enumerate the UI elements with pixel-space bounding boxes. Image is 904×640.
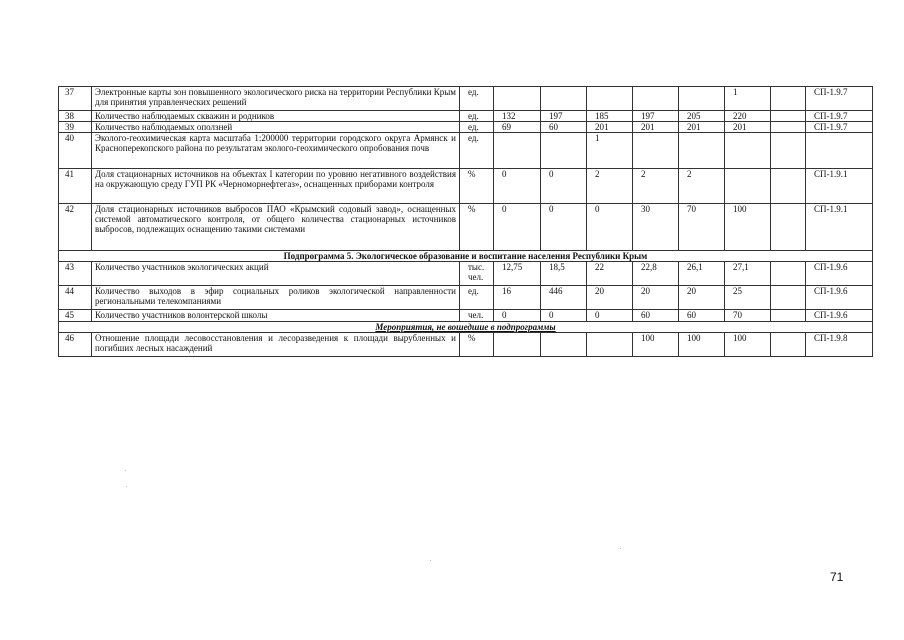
- value-cell: 69: [494, 122, 541, 133]
- value-cell: 27,1: [725, 262, 771, 286]
- value-cell: [679, 87, 725, 111]
- section-row: [59, 251, 873, 262]
- value-cell: 22,8: [633, 262, 679, 286]
- value-cell: 0: [494, 310, 541, 322]
- value-cell: [633, 133, 679, 169]
- value-cell: 201: [587, 122, 633, 133]
- row-number: 44: [59, 286, 92, 310]
- value-cell: [587, 87, 633, 111]
- indicator-name: Отношение площади лесовосстановления и лесоразведения к площади вырубленных и погибших лесных насаждений: [92, 333, 460, 357]
- section-title-subprogram-5: Подпрограмма 5. Экологическое образование и воспитание населения Республики Крым: [283, 251, 648, 261]
- value-cell: 25: [725, 286, 771, 310]
- unit: тыс. чел.: [460, 262, 494, 286]
- indicator-name: Доля стационарных источников на объектах I категории по уровню негативного воздействия на окружающую среду ГУП РК «Черноморнефтегаз», оснащенных приборами контроля: [92, 169, 460, 204]
- value-cell: 1: [587, 133, 633, 169]
- row-number: 42: [59, 204, 92, 251]
- source-ref: СП-1.9.7: [806, 122, 873, 133]
- indicator-name: Количество наблюдаемых скважин и родников: [92, 111, 460, 122]
- indicator-name: Электронные карты зон повышенного экологического риска на территории Республики Крым для принятия управленческих решений: [92, 87, 460, 111]
- value-cell: [679, 133, 725, 169]
- table-row: [59, 169, 873, 204]
- value-cell: 100: [725, 333, 771, 357]
- indicator-name: Количество участников экологических акций: [92, 262, 460, 286]
- value-cell: 100: [679, 333, 725, 357]
- value-cell: 2: [587, 169, 633, 204]
- source-ref: СП-1.9.6: [806, 262, 873, 286]
- table-row: [59, 286, 873, 310]
- section-title-subprogram-5-cell: [59, 251, 873, 262]
- row-number: 46: [59, 333, 92, 357]
- value-cell: [771, 87, 806, 111]
- value-cell: 185: [587, 111, 633, 122]
- value-cell: 0: [541, 310, 587, 322]
- value-cell: [771, 333, 806, 357]
- unit: %: [460, 333, 494, 357]
- value-cell: [771, 169, 806, 204]
- value-cell: [541, 87, 587, 111]
- value-cell: 70: [679, 204, 725, 251]
- unit: ед.: [460, 133, 494, 169]
- value-cell: 2: [679, 169, 725, 204]
- value-cell: 201: [725, 122, 771, 133]
- value-cell: 0: [541, 204, 587, 251]
- value-cell: [494, 133, 541, 169]
- table-row: [59, 87, 873, 111]
- page-number: 71: [830, 570, 844, 584]
- value-cell: [771, 111, 806, 122]
- value-cell: 16: [494, 286, 541, 310]
- value-cell: [771, 204, 806, 251]
- indicator-name: Количество участников волонтерской школы: [92, 310, 460, 322]
- table-row: [59, 333, 873, 357]
- unit: ед.: [460, 87, 494, 111]
- table-row: [59, 310, 873, 322]
- row-number: 41: [59, 169, 92, 204]
- unit: ед.: [460, 122, 494, 133]
- value-cell: 100: [725, 204, 771, 251]
- unit: чел.: [460, 310, 494, 322]
- value-cell: 20: [587, 286, 633, 310]
- indicator-name: Количество выходов в эфир социальных роликов экологической направленности региональными телекомпаниями: [92, 286, 460, 310]
- value-cell: [771, 286, 806, 310]
- value-cell: 100: [633, 333, 679, 357]
- row-number: 39: [59, 122, 92, 133]
- source-ref: СП-1.9.1: [806, 204, 873, 251]
- unit: ед.: [460, 111, 494, 122]
- value-cell: 26,1: [679, 262, 725, 286]
- value-cell: [771, 262, 806, 286]
- value-cell: 197: [633, 111, 679, 122]
- value-cell: 2: [633, 169, 679, 204]
- value-cell: [725, 133, 771, 169]
- source-ref: СП-1.9.7: [806, 111, 873, 122]
- section-title-other-activities-cell: [59, 322, 873, 333]
- table-row: [59, 262, 873, 286]
- source-ref: СП-1.9.7: [806, 87, 873, 111]
- row-number: 45: [59, 310, 92, 322]
- value-cell: 0: [541, 169, 587, 204]
- unit: ед.: [460, 286, 494, 310]
- value-cell: [587, 333, 633, 357]
- value-cell: 201: [679, 122, 725, 133]
- row-number: 38: [59, 111, 92, 122]
- indicator-name: Доля стационарных источников выбросов ПАО «Крымский содовый завод», оснащенных системой автоматического контроля, от общего количества стационарных источников выбросов, подлежащих оснащению такими системами: [92, 204, 460, 251]
- value-cell: [725, 169, 771, 204]
- value-cell: 30: [633, 204, 679, 251]
- value-cell: 1: [725, 87, 771, 111]
- indicators-table: [58, 86, 873, 357]
- value-cell: 12,75: [494, 262, 541, 286]
- table-row: [59, 111, 873, 122]
- source-ref: СП-1.9.8: [806, 333, 873, 357]
- value-cell: 60: [633, 310, 679, 322]
- value-cell: 0: [587, 204, 633, 251]
- table-body: [59, 87, 873, 357]
- value-cell: 18,5: [541, 262, 587, 286]
- source-ref: СП-1.9.6: [806, 310, 873, 322]
- source-ref: [806, 133, 873, 169]
- value-cell: 446: [541, 286, 587, 310]
- value-cell: [633, 87, 679, 111]
- table-row: [59, 204, 873, 251]
- value-cell: 201: [633, 122, 679, 133]
- table-row: [59, 122, 873, 133]
- value-cell: [771, 122, 806, 133]
- row-number: 43: [59, 262, 92, 286]
- value-cell: [771, 310, 806, 322]
- value-cell: [494, 87, 541, 111]
- value-cell: [771, 133, 806, 169]
- value-cell: [541, 133, 587, 169]
- value-cell: 197: [541, 111, 587, 122]
- value-cell: 0: [494, 169, 541, 204]
- value-cell: 132: [494, 111, 541, 122]
- value-cell: 0: [587, 310, 633, 322]
- value-cell: 22: [587, 262, 633, 286]
- row-number: 37: [59, 87, 92, 111]
- value-cell: 220: [725, 111, 771, 122]
- source-ref: СП-1.9.6: [806, 286, 873, 310]
- source-ref: СП-1.9.1: [806, 169, 873, 204]
- value-cell: 205: [679, 111, 725, 122]
- value-cell: 0: [494, 204, 541, 251]
- row-number: 40: [59, 133, 92, 169]
- value-cell: 60: [541, 122, 587, 133]
- unit: %: [460, 204, 494, 251]
- value-cell: 20: [679, 286, 725, 310]
- value-cell: 20: [633, 286, 679, 310]
- value-cell: [541, 333, 587, 357]
- value-cell: [494, 333, 541, 357]
- indicator-name: Эколого-геохимическая карта масштаба 1:200000 территории городского округа Армянск и Красноперекопского района по результатам эколого-геохимического опробования почв: [92, 133, 460, 169]
- table-row: [59, 133, 873, 169]
- unit: %: [460, 169, 494, 204]
- section-title-other-activities: Мероприятия, не вошедшие в подпрограммы: [375, 322, 556, 332]
- section-row: [59, 322, 873, 333]
- value-cell: 60: [679, 310, 725, 322]
- value-cell: 70: [725, 310, 771, 322]
- indicator-name: Количество наблюдаемых оползней: [92, 122, 460, 133]
